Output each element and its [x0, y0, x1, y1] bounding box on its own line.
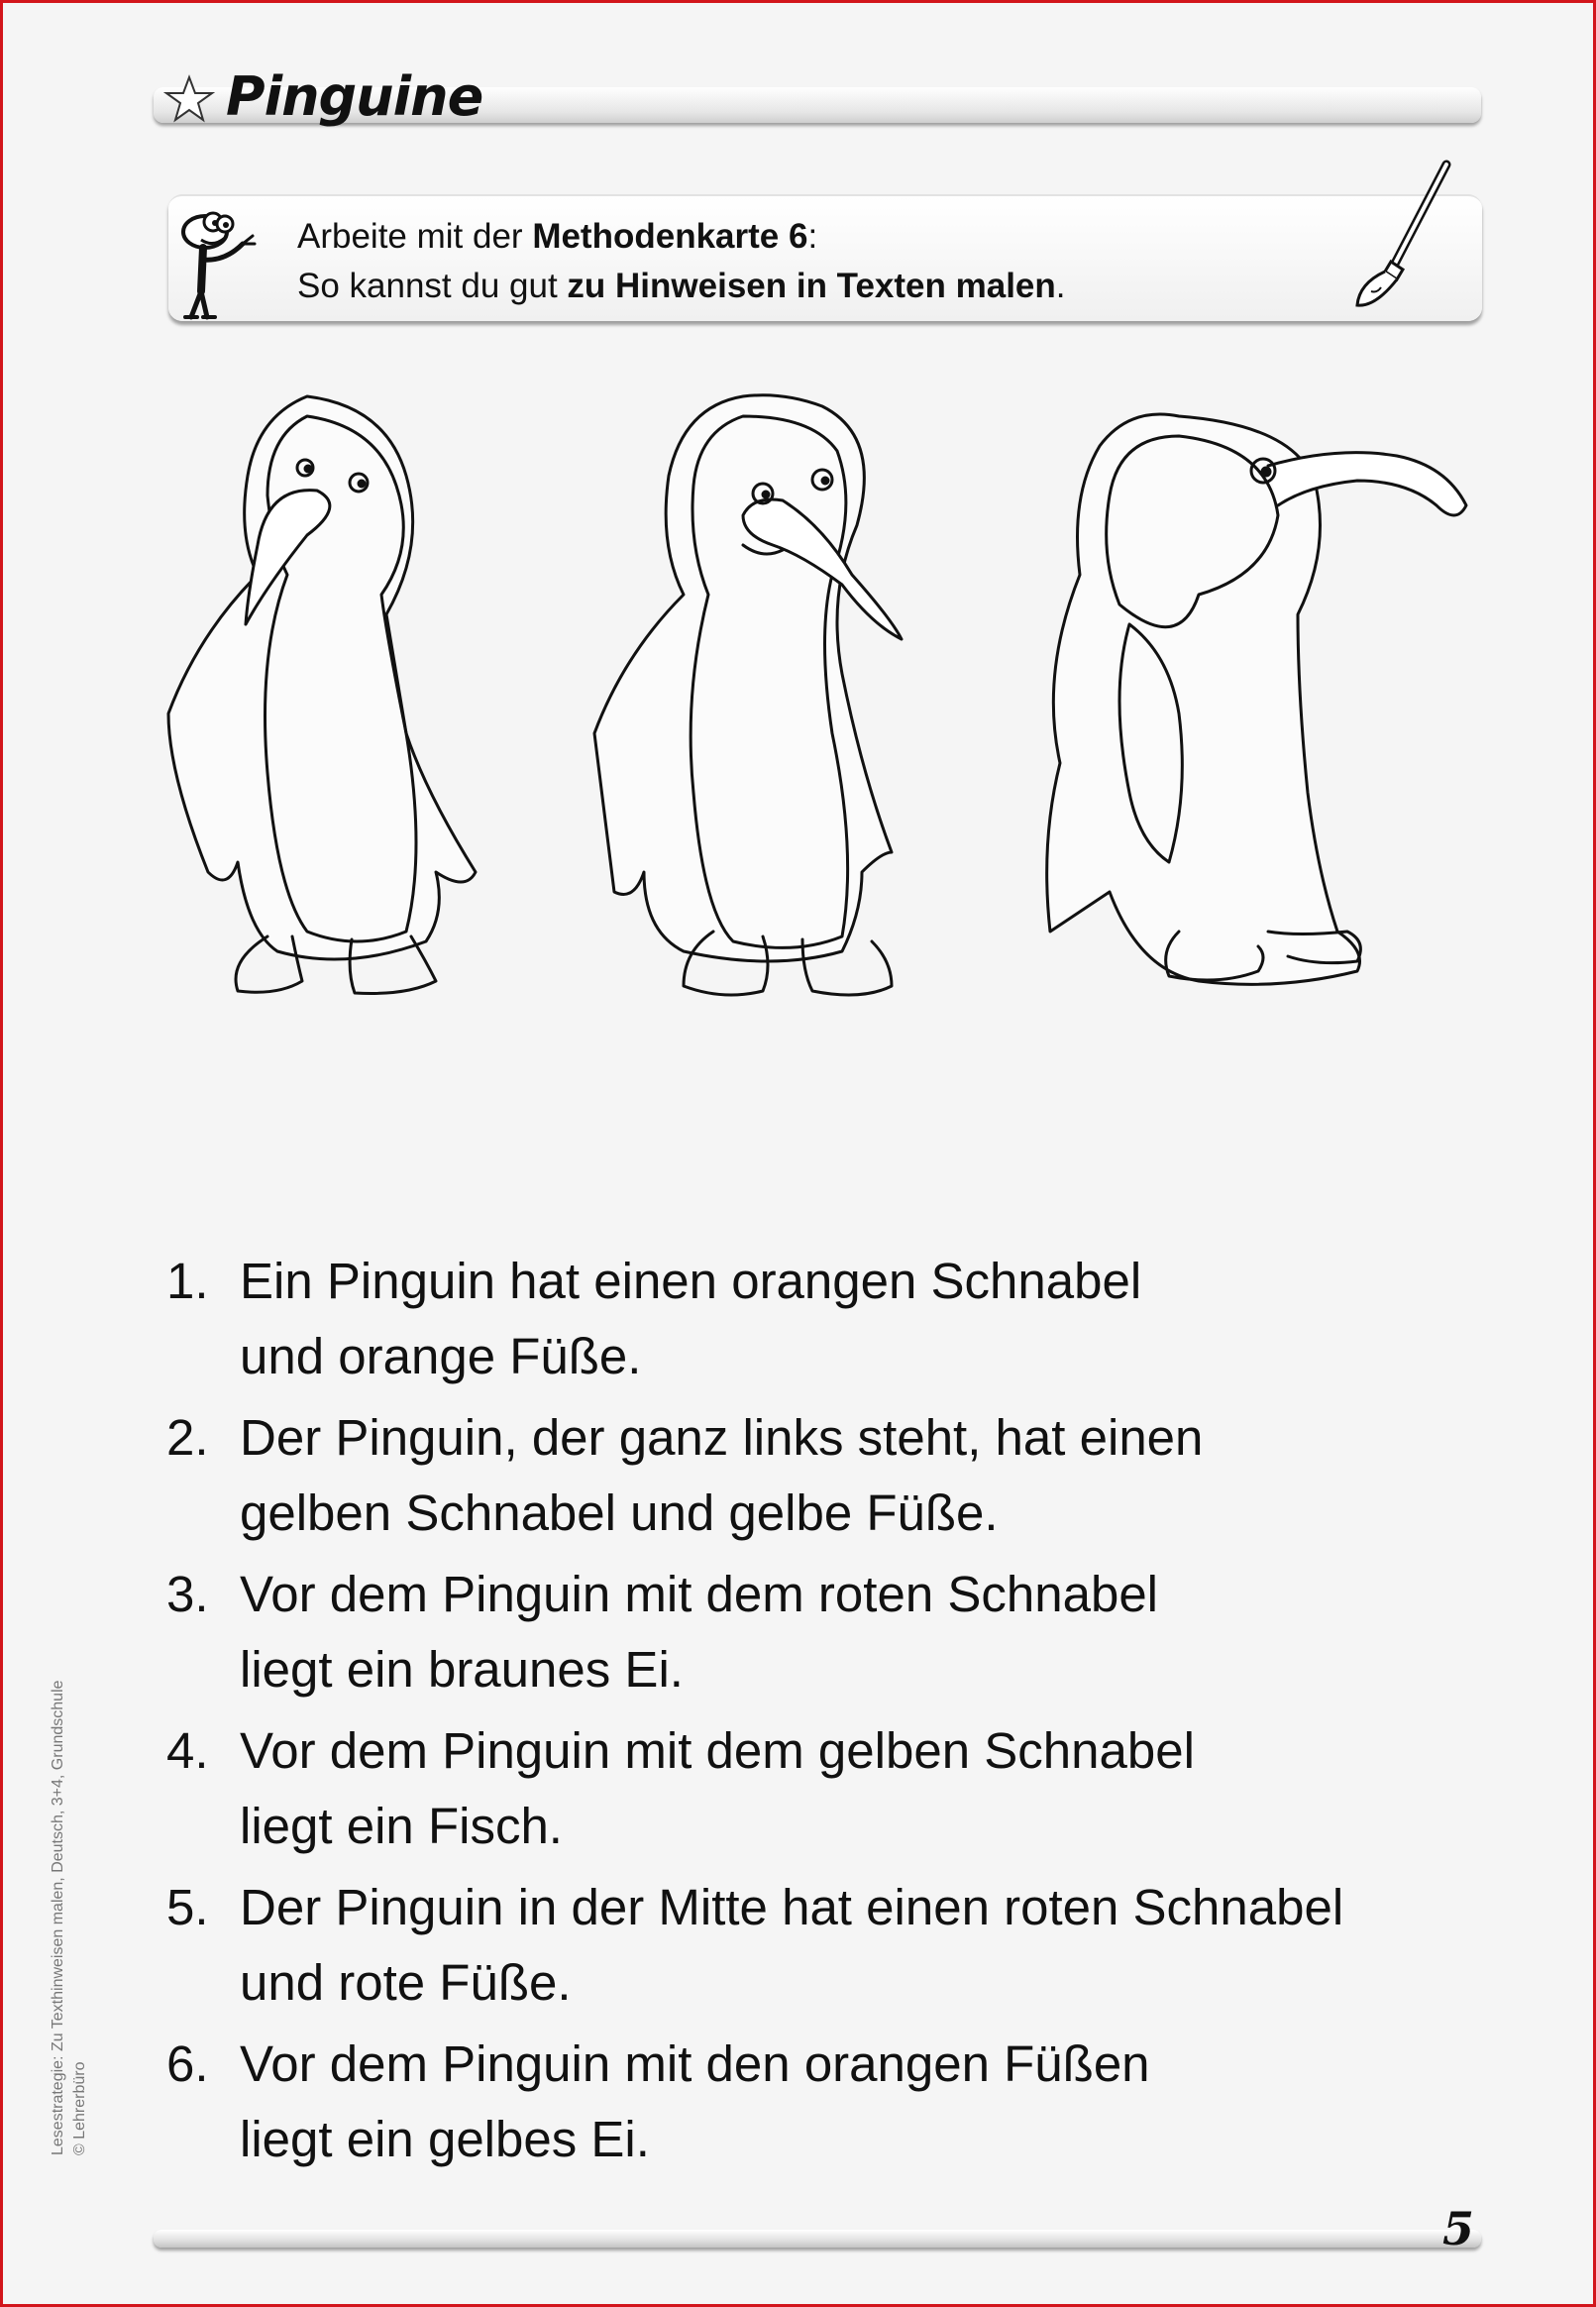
task-list: [166, 1244, 1474, 2183]
frog-mascot-icon: [173, 200, 282, 325]
method-line-2: So kannst du gut zu Hinweisen in Texten malen.: [297, 267, 1066, 305]
task-number: 6.: [166, 2035, 209, 2092]
method-line-1: Arbeite mit der Methodenkarte 6:: [297, 217, 818, 256]
credit-line-1: Lesestrategie: Zu Texthinweisen malen, Deutsch, 3+4, Grundschule: [50, 1680, 66, 2155]
task-text-line-2: gelben Schnabel und gelbe Füße.: [240, 1484, 999, 1541]
task-number: 1.: [166, 1253, 209, 1309]
task-number: 4.: [166, 1722, 209, 1779]
footer-bar: [154, 2230, 1481, 2248]
paintbrush-icon: [1347, 157, 1456, 315]
task-text-line-2: liegt ein gelbes Ei.: [240, 2111, 650, 2167]
task-text-line-2: und orange Füße.: [240, 1328, 642, 1384]
task-text-line-1: Der Pinguin in der Mitte hat einen roten Schnabel: [240, 1879, 1344, 1935]
method-instruction-text: [297, 212, 1066, 311]
task-text-line-1: Vor dem Pinguin mit dem roten Schnabel: [240, 1566, 1159, 1622]
star-outline-icon: [163, 73, 215, 125]
penguin-right: [1047, 414, 1466, 984]
task-number: 2.: [166, 1409, 209, 1466]
credit-line-2: © Lehrerbüro: [71, 2061, 88, 2155]
task-text-line-2: und rote Füße.: [240, 1954, 572, 2011]
penguins-illustration: [129, 377, 1496, 1011]
task-item-3: [166, 1557, 1474, 1707]
penguin-left: [168, 396, 476, 994]
task-text-line-2: liegt ein braunes Ei.: [240, 1641, 684, 1698]
task-text-line-1: Vor dem Pinguin mit dem gelben Schnabel: [240, 1722, 1195, 1779]
task-text-line-1: Vor dem Pinguin mit den orangen Füßen: [240, 2035, 1150, 2092]
page-title: Pinguine: [226, 65, 483, 128]
task-number: 5.: [166, 1879, 209, 1935]
task-text-line-2: liegt ein Fisch.: [240, 1798, 563, 1854]
page-number: 5: [1442, 2202, 1475, 2255]
copyright-credit: [48, 1680, 91, 2155]
task-text-line-1: Ein Pinguin hat einen orangen Schnabel: [240, 1253, 1142, 1309]
task-item-1: [166, 1244, 1474, 1394]
task-item-6: [166, 2027, 1474, 2177]
penguin-middle: [594, 395, 902, 995]
task-text-line-1: Der Pinguin, der ganz links steht, hat einen: [240, 1409, 1204, 1466]
task-item-2: [166, 1400, 1474, 1551]
task-number: 3.: [166, 1566, 209, 1622]
task-item-4: [166, 1713, 1474, 1864]
task-item-5: [166, 1870, 1474, 2021]
